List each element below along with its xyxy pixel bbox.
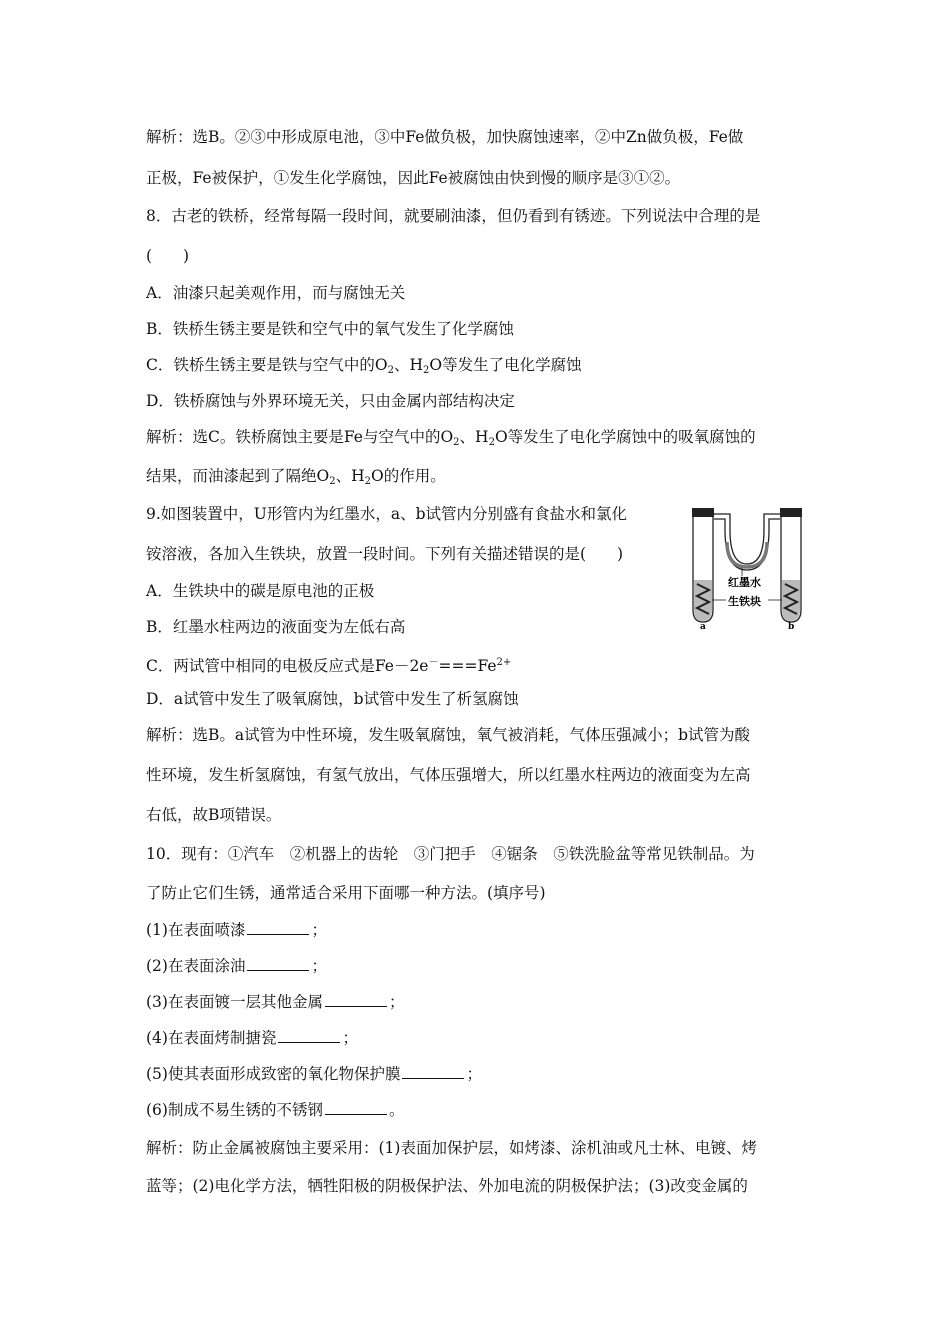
label-a: a [700, 622, 706, 630]
analysis-9-line-1: 解析：选B。a试管为中性环境，发生吸氧腐蚀，氧气被消耗，气体压强减小；b试管为酸 [146, 726, 751, 744]
analysis-10-line-2: 蓝等；(2)电化学方法，牺牲阳极的阴极保护法、外加电流的阴极保护法；(3)改变金属的 [146, 1177, 748, 1195]
question-9-option-a: A．生铁块中的碳是原电池的正极 [146, 582, 375, 600]
stopper-a [692, 508, 714, 517]
question-10-item-3: (3)在表面镀一层其他金属 ； [146, 993, 405, 1011]
question-10-item-6: (6)制成不易生锈的不锈钢 。 [146, 1101, 405, 1119]
question-9-stem-line-1: 9.如图装置中，U形管内为红墨水，a、b试管内分别盛有食盐水和氯化 [146, 505, 628, 523]
question-10-stem-line-2: 了防止它们生锈，通常适合采用下面哪一种方法。(填序号) [146, 884, 546, 902]
analysis-10-line-1: 解析：防止金属被腐蚀主要采用：(1)表面加保护层，如烤漆、涂机油或凡士林、电镀、烤 [146, 1139, 757, 1157]
question-10-item-4: (4)在表面烤制搪瓷 ； [146, 1029, 358, 1047]
analysis-9-line-3: 右低，故B项错误。 [146, 806, 282, 824]
question-8-option-d: D．铁桥腐蚀与外界环境无关，只由金属内部结构决定 [146, 392, 515, 410]
question-8-option-b: B．铁桥生锈主要是铁和空气中的氧气发生了化学腐蚀 [146, 320, 514, 338]
red-ink-liquid [727, 542, 767, 567]
question-9-option-c: C．两试管中相同的电极反应式是$Fe-2e^-===Fe^{2+}$ [146, 657, 512, 675]
analysis-7-line-1: 解析：选B。②③中形成原电池，③中Fe做负极，加快腐蚀速率，②中Zn做负极，Fe做 [146, 128, 744, 146]
answer-blank[interactable] [402, 1064, 464, 1079]
label-red-ink: 红墨水 [728, 576, 761, 589]
answer-blank[interactable] [247, 956, 309, 971]
question-9-stem-line-2: 铵溶液，各加入生铁块，放置一段时间。下列有关描述错误的是( ) [146, 545, 624, 563]
question-10-item-5: (5)使其表面形成致密的氧化物保护膜 ； [146, 1065, 482, 1083]
question-9-option-b: B．红墨水柱两边的液面变为左低右高 [146, 618, 406, 636]
answer-blank[interactable] [278, 1028, 340, 1043]
label-iron-block: 生铁块 [728, 595, 761, 608]
u-tube-inner [714, 519, 780, 570]
answer-blank[interactable] [325, 992, 387, 1007]
answer-blank[interactable] [247, 920, 309, 935]
label-b: b [788, 622, 795, 630]
question-9-option-d: D．a试管中发生了吸氧腐蚀，b试管中发生了析氢腐蚀 [146, 690, 519, 708]
question-10-item-1: (1)在表面喷漆 ； [146, 921, 327, 939]
question-8-bracket: ( ) [146, 247, 190, 265]
question-8-stem: 8．古老的铁桥，经常每隔一段时间，就要刷油漆，但仍看到有锈迹。下列说法中合理的是 [146, 207, 761, 225]
analysis-9-line-2: 性环境，发生析氢腐蚀，有氢气放出，气体压强增大，所以红墨水柱两边的液面变为左高 [146, 766, 751, 784]
stopper-b [780, 508, 802, 517]
analysis-7-line-2: 正极，Fe被保护，①发生化学腐蚀，因此Fe被腐蚀由快到慢的顺序是③①②。 [146, 169, 681, 187]
apparatus-drawing [680, 502, 812, 630]
analysis-8-line-1: 解析：选C。铁桥腐蚀主要是Fe与空气中的$O_2$、$H_2O$等发生了电化学腐蚀中的吸氧腐蚀的 [146, 428, 756, 448]
question-10-item-2: (2)在表面涂油 ； [146, 957, 327, 975]
analysis-8-line-2: 结果，而油漆起到了隔绝$O_2$、$H_2O$的作用。 [146, 467, 446, 487]
question-8-option-c: C．铁桥生锈主要是铁与空气中的$O_2$、$H_2O$等发生了电化学腐蚀 [146, 356, 582, 376]
question-8-option-a: A．油漆只起美观作用，而与腐蚀无关 [146, 284, 406, 302]
u-tube-apparatus-figure [680, 502, 812, 630]
answer-blank[interactable] [325, 1100, 387, 1115]
u-tube-outer [714, 514, 780, 564]
question-10-stem-line-1: 10．现有：①汽车 ②机器上的齿轮 ③门把手 ④锯条 ⑤铁洗脸盆等常见铁制品。为 [146, 845, 755, 863]
